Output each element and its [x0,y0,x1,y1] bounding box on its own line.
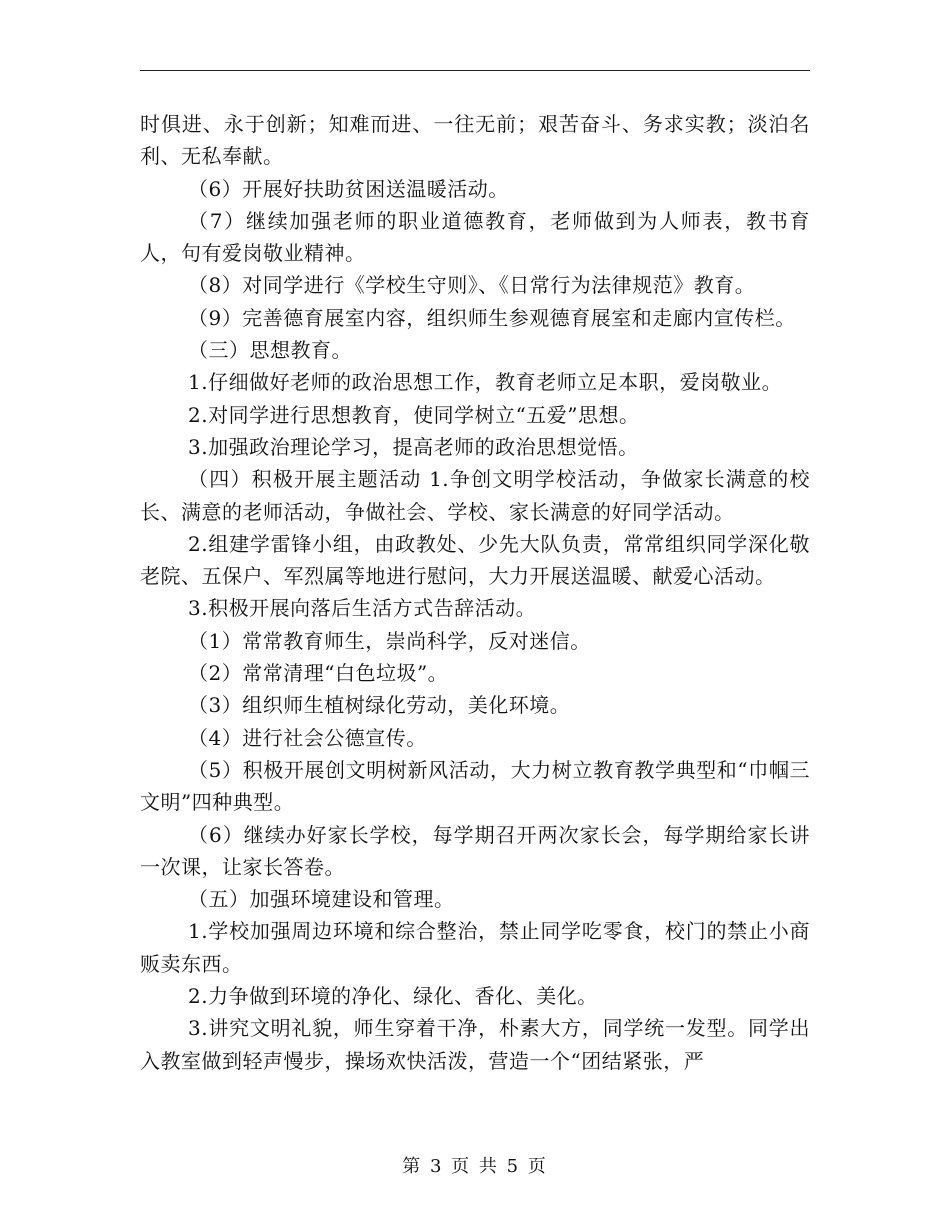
paragraph: 3.积极开展向落后生活方式告辞活动。 [188,596,537,621]
page-footer: 第 3 页 共 5 页 [402,1156,548,1177]
paragraph: 3.加强政治理论学习，提高老师的政治思想觉悟。 [188,434,639,459]
header-rule [140,70,810,71]
paragraph: （4）进行社会公德宣传。 [188,725,427,750]
paragraph: （6）开展好扶助贫困送温暖活动。 [188,176,509,201]
section-heading: （三）思想教育。 [188,338,352,363]
document-body [140,108,810,1077]
paragraph: （8）对同学进行《学校生守则》、《日常行为法律规范》教育。 [188,273,756,298]
paragraph: （3）组织师生植树绿化劳动，美化环境。 [188,693,571,718]
paragraph: 2.力争做到环境的净化、绿化、香化、美化。 [188,984,598,1009]
paragraph: 2.对同学进行思想教育，使同学树立“五爱”思想。 [188,402,640,427]
paragraph: （6）继续办好家长学校，每学期召开两次家长会，每学期给家长讲一次课，让家长答卷。 [140,822,810,879]
paragraph: 1.学校加强周边环境和综合整治，禁止同学吃零食，校门的禁止小商贩卖东西。 [140,919,810,976]
paragraph: （1）常常教育师生，崇尚科学，反对迷信。 [188,628,591,653]
paragraph: （9）完善德育展室内容，组织师生参观德育展室和走廊内宣传栏。 [188,305,796,330]
paragraph: 2.组建学雷锋小组，由政教处、少先大队负责，常常组织同学深化敬老院、五保户、军烈属等地进行慰问，大力开展送温暖、献爱心活动。 [140,531,810,589]
paragraph: （2）常常清理“白色垃圾”。 [188,661,449,686]
paragraph: 3.讲究文明礼貌，师生穿着干净，朴素大方，同学统一发型。同学出入教室做到轻声慢步，操场欢快活泼，营造一个“团结紧张，严 [140,1016,810,1073]
paragraph: 1.仔细做好老师的政治思想工作，教育老师立足本职，爱岗敬业。 [188,370,783,395]
paragraph: （7）继续加强老师的职业道德教育，老师做到为人师表，教书育人，句有爱岗敬业精神。 [140,208,810,266]
section-heading: （五）加强环境建设和管理。 [188,887,455,912]
paragraph: （5）积极开展创文明树新风活动，大力树立教育教学典型和“巾帼三文明”四种典型。 [140,757,810,815]
paragraph: 时俱进、永于创新；知难而进、一往无前；艰苦奋斗、务求实教；淡泊名利、无私奉献。 [140,112,810,169]
section-heading: （四）积极开展主题活动 1.争创文明学校活动，争做家长满意的校长、满意的老师活动，争做社会、学校、家长满意的好同学活动。 [140,467,810,524]
